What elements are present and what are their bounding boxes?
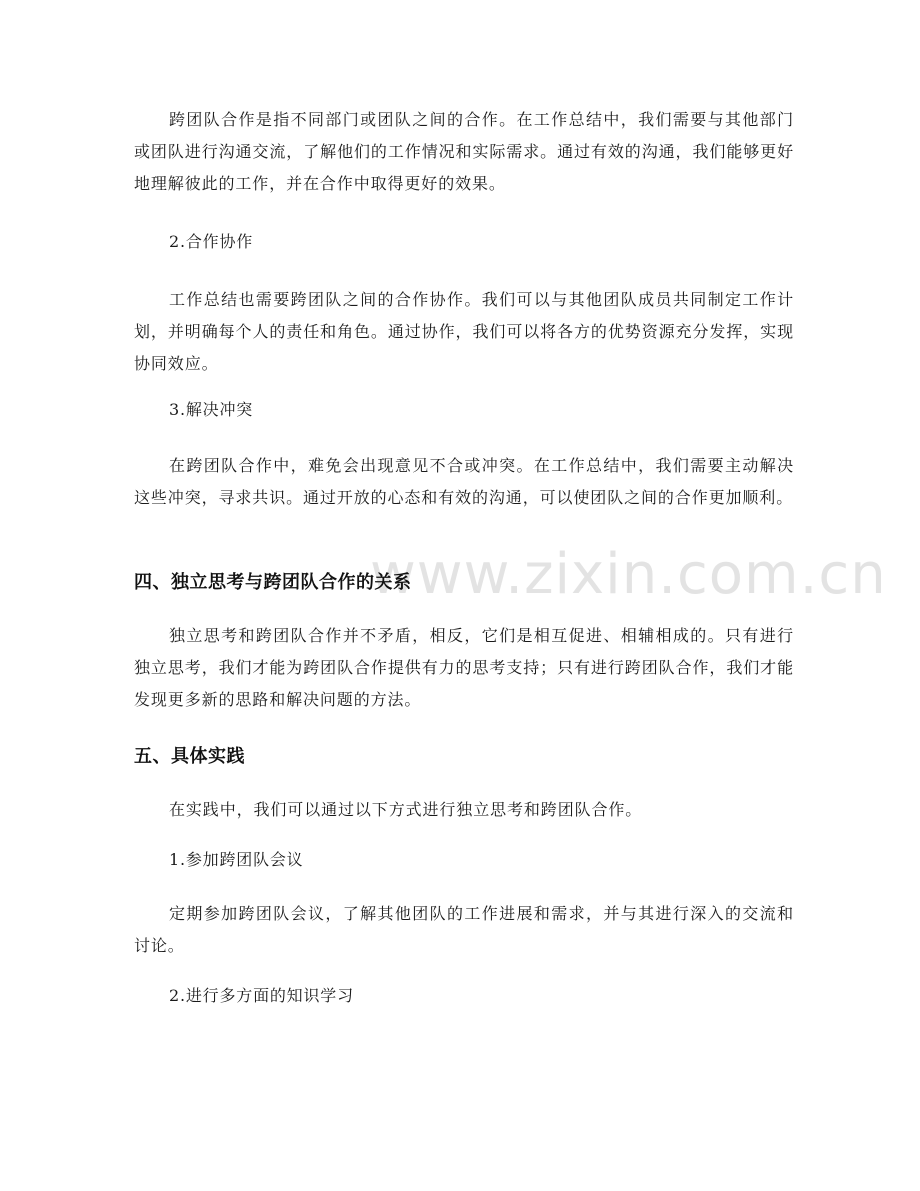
paragraph-resolve-conflict: 在跨团队合作中，难免会出现意见不合或冲突。在工作总结中，我们需要主动解决这些冲突，寻求共识。通过开放的心态和有效的沟通，可以使团队之间的合作更加顺利。 [134,456,794,507]
paragraph-cross-team-cooperation: 跨团队合作是指不同部门或团队之间的合作。在工作总结中，我们需要与其他部门或团队进行沟通交流，了解他们的工作情况和实际需求。通过有效的沟通，我们能够更好地理解彼此的工作，并在合作中取得更好的效果。 [134,110,794,193]
paragraph-collaboration: 工作总结也需要跨团队之间的合作协作。我们可以与其他团队成员共同制定工作计划，并明确每个人的责任和角色。通过协作，我们可以将各方的优势资源充分发挥，实现协同效应。 [134,290,794,373]
paragraph-relationship: 独立思考和跨团队合作并不矛盾，相反，它们是相互促进、相辅相成的。只有进行独立思考，我们才能为跨团队合作提供有力的思考支持；只有进行跨团队合作，我们才能发现更多新的思路和解决问题的方法。 [134,626,794,709]
subheading-resolve-conflict: 3.解决冲突 [169,400,254,419]
paragraph-practice-intro: 在实践中，我们可以通过以下方式进行独立思考和跨团队合作。 [169,800,643,819]
subheading-attend-meetings: 1.参加跨团队会议 [169,850,304,869]
section-heading-relationship: 四、独立思考与跨团队合作的关系 [134,572,412,593]
paragraph-attend-meetings: 定期参加跨团队会议，了解其他团队的工作进展和需求，并与其进行深入的交流和讨论。 [134,904,794,955]
section-heading-practice: 五、具体实践 [134,746,245,767]
subheading-collaboration: 2.合作协作 [169,232,254,251]
subheading-knowledge-learning: 2.进行多方面的知识学习 [169,986,354,1005]
watermark: www.zixin.com.cn [370,542,887,607]
